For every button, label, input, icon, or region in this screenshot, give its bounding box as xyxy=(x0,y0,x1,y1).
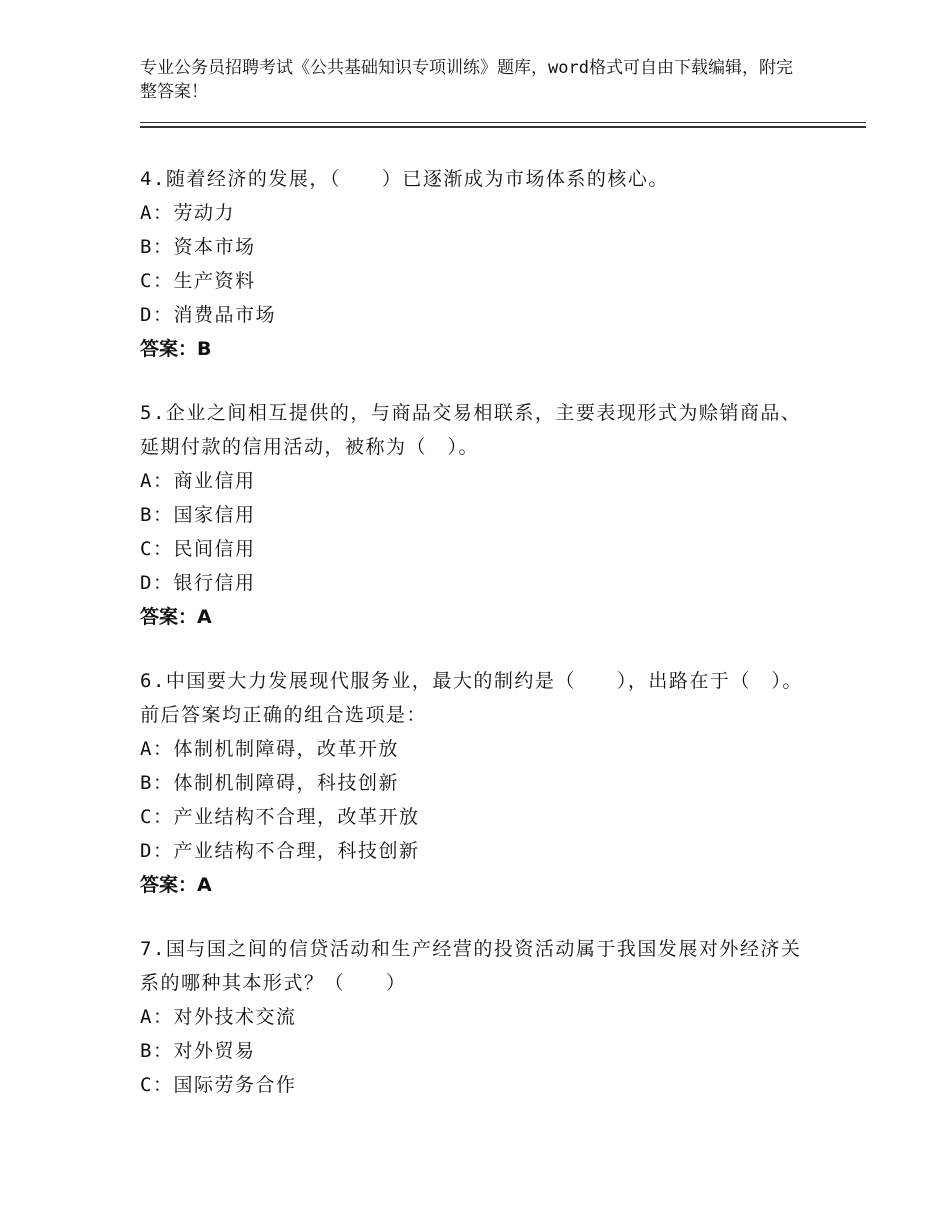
option-b: B：对外贸易 xyxy=(140,1040,256,1062)
option-a: A：商业信用 xyxy=(140,470,256,492)
option-d: D：产业结构不合理，科技创新 xyxy=(140,840,420,862)
option-b: B：国家信用 xyxy=(140,504,256,526)
question-6 xyxy=(140,664,820,902)
header-divider-line-thick xyxy=(140,126,866,128)
option-d: D：银行信用 xyxy=(140,572,256,594)
answer-label: 答案：B xyxy=(140,338,212,360)
answer-label: 答案：A xyxy=(140,874,212,896)
option-b: B：资本市场 xyxy=(140,236,256,258)
option-d: D：消费品市场 xyxy=(140,304,276,326)
question-7 xyxy=(140,932,820,1102)
header-divider-line xyxy=(140,122,866,123)
option-a: A：劳动力 xyxy=(140,202,235,224)
question-stem: 6.中国要大力发展现代服务业，最大的制约是（ ），出路在于（ ）。前后答案均正确的组合选项是： xyxy=(140,670,803,726)
question-stem: 5.企业之间相互提供的，与商品交易相联系，主要表现形式为赊销商品、延期付款的信用活动，被称为（ ）。 xyxy=(140,402,802,458)
option-c: C：生产资料 xyxy=(140,270,256,292)
question-stem: 4.随着经济的发展，（ ）已逐渐成为市场体系的核心。 xyxy=(140,168,669,190)
option-a: A：体制机制障碍，改革开放 xyxy=(140,738,399,760)
question-list xyxy=(140,162,820,1132)
option-c: C：民间信用 xyxy=(140,538,256,560)
answer-label: 答案：A xyxy=(140,606,212,628)
question-stem: 7.国与国之间的信贷活动和生产经营的投资活动属于我国发展对外经济关系的哪种其本形式？（ ） xyxy=(140,938,802,994)
option-c: C：国际劳务合作 xyxy=(140,1074,297,1096)
option-b: B：体制机制障碍，科技创新 xyxy=(140,772,399,794)
option-c: C：产业结构不合理，改革开放 xyxy=(140,806,420,828)
option-a: A：对外技术交流 xyxy=(140,1006,297,1028)
question-5 xyxy=(140,396,820,634)
document-header: 专业公务员招聘考试《公共基础知识专项训练》题库，word格式可自由下载编辑，附完整答案！ xyxy=(140,58,793,102)
question-4 xyxy=(140,162,820,366)
